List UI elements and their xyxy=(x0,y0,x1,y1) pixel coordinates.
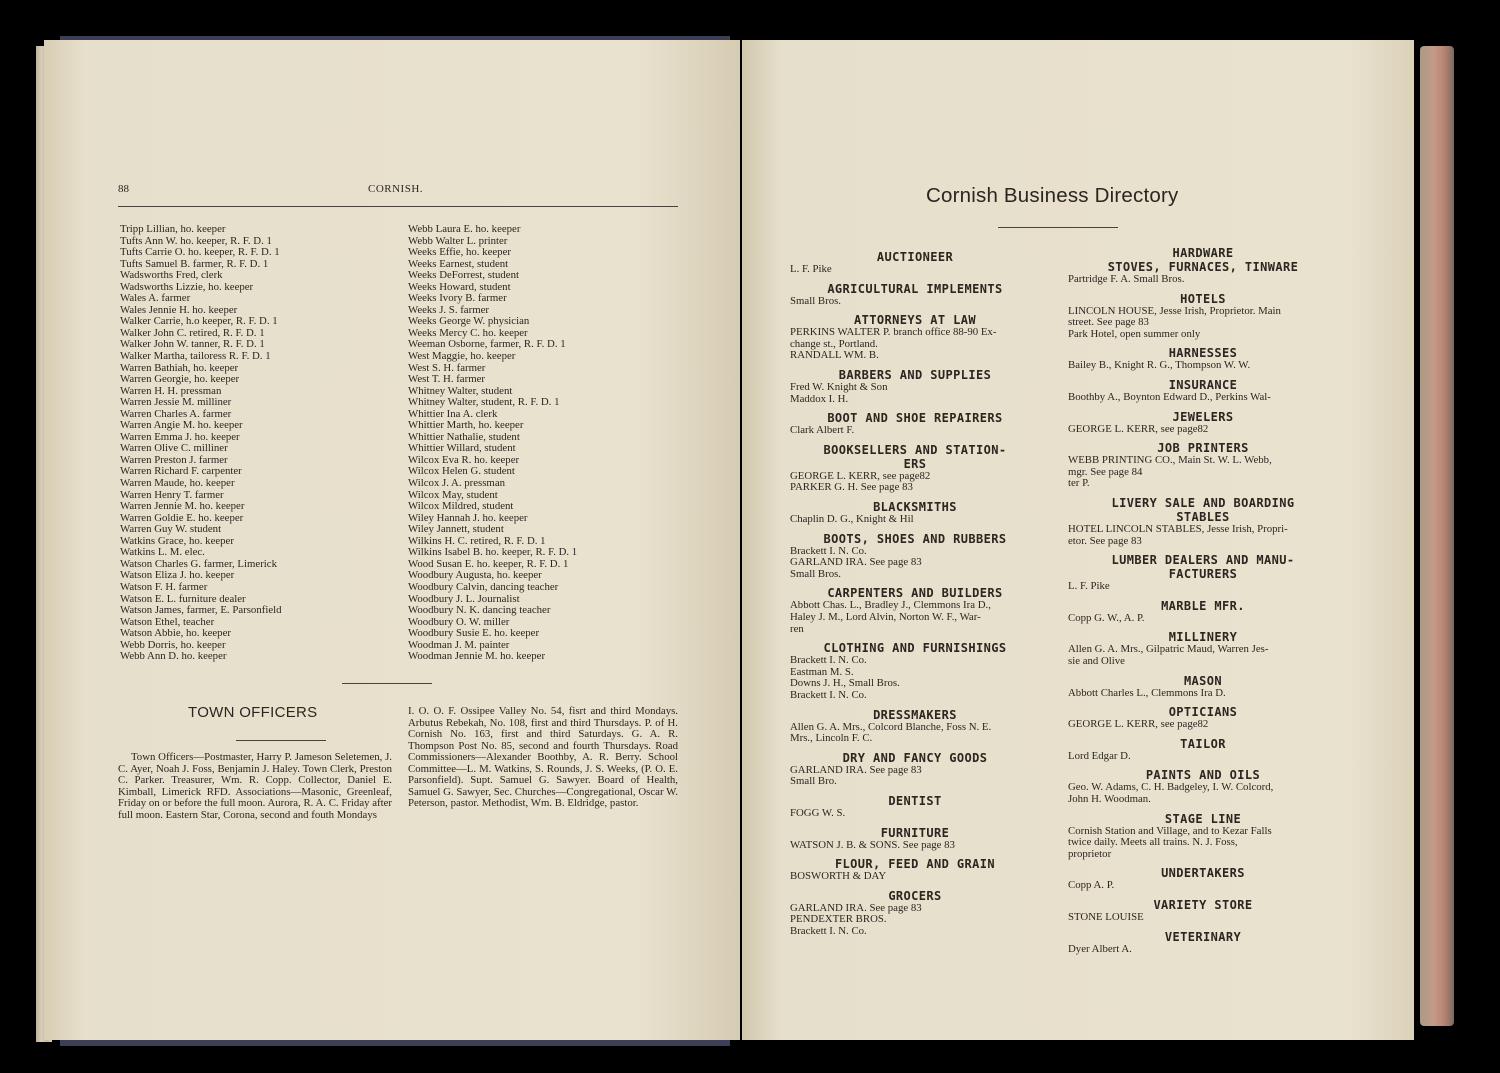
directory-entry: Partridge F. A. Small Bros. xyxy=(1068,273,1185,285)
town-officers-paragraph-1: Town Officers—Postmaster, Harry P. Jameson Seletemen, J. C. Ayer, Noah J. Foss, Benjamin J. Haley. Town Clerk, Preston C. Parker. Treasurer, Wm. R. Copp. Collector, Daniel E. Kimball, Limerick RFD. Associations—Masonic, Greenleaf, Friday on or before the full moon. Aurora, R. A. C. Friday after full moon. Eastern Star, Corona, second and fouth Mondays xyxy=(118,751,392,821)
resident-entry: Whitney Walter, student xyxy=(408,384,513,397)
category-heading: DENTIST xyxy=(888,794,942,808)
category-heading: MARBLE MFR. xyxy=(1161,598,1245,613)
category-heading: STAGE LINE xyxy=(1164,811,1242,826)
directory-entry: Brackett I. N. Co. xyxy=(790,654,867,667)
directory-entry: Copp A. P. xyxy=(1068,879,1115,892)
category-heading: AUCTIONEER xyxy=(876,250,954,264)
resident-entry: Whittier Marth, ho. keeper xyxy=(408,419,524,432)
category-heading: AGRICULTURAL IMPLEMENTS xyxy=(827,281,1003,296)
resident-entry: Walker John W. tanner, R. F. D. 1 xyxy=(120,338,265,351)
directory-entry: Copp G. W., A. P. xyxy=(1068,611,1145,624)
resident-entry: Warren Jessie M. milliner xyxy=(120,396,232,409)
resident-entry: Tufts Samuel B. farmer, R. F. D. 1 xyxy=(120,257,269,270)
directory-entry: Brackett I. N. Co. xyxy=(790,689,867,701)
category-heading: LIVERY SALE AND BOARDING xyxy=(1111,496,1295,510)
directory-entry: GARLAND IRA. See page 83 xyxy=(790,556,922,569)
resident-entry: Watson F. H. farmer xyxy=(120,580,208,593)
resident-entry: Weeman Osborne, farmer, R. F. D. 1 xyxy=(408,338,566,351)
directory-entry: Maddox I. H. xyxy=(790,392,849,405)
resident-entry: Woodbury Susie E. ho. keeper xyxy=(408,627,540,640)
resident-entry: Warren Bathiah, ho. keeper xyxy=(120,361,239,374)
resident-entry: Tripp Lillian, ho. keeper xyxy=(120,223,226,235)
resident-entry: Warren Richard F. carpenter xyxy=(120,465,242,478)
resident-entry: Tufts Ann W. ho. keeper, R. F. D. 1 xyxy=(120,234,272,247)
resident-list-column-1 xyxy=(120,224,400,663)
resident-entry: Warren Maude, ho. keeper xyxy=(120,477,235,490)
page-number: 88 xyxy=(118,183,129,195)
resident-entry: Walker Carrie, h.o keeper, R. F. D. 1 xyxy=(120,315,278,328)
category-heading: BOOT AND SHOE REPAIRERS xyxy=(827,411,1003,426)
resident-entry: Warren Olive C. milliner xyxy=(120,442,228,455)
resident-entry: Warren Henry T. farmer xyxy=(120,488,224,501)
resident-entry: Watkins Grace, ho. keeper xyxy=(120,534,234,547)
directory-entry: Dyer Albert A. xyxy=(1068,942,1132,955)
category-heading: OPTICIANS xyxy=(1168,705,1238,720)
directory-entry: GARLAND IRA. See page 83 xyxy=(790,901,922,914)
resident-entry: Whittier Nathalie, student xyxy=(408,430,520,443)
resident-list-column-2 xyxy=(408,224,678,663)
book-spine-edge xyxy=(1420,46,1454,1026)
directory-entry: sie and Olive xyxy=(1068,655,1125,667)
resident-entry: Wiley Jannett, student xyxy=(408,523,504,536)
directory-entry: L. F. Pike xyxy=(1068,580,1110,593)
category-heading: BARBERS AND SUPPLIES xyxy=(838,368,992,382)
resident-entry: Woodbury N. K. dancing teacher xyxy=(408,604,551,617)
resident-entry: Weeks George W. physician xyxy=(408,315,530,328)
directory-entry: GARLAND IRA. See page 83 xyxy=(790,763,922,776)
directory-entry: Park Hotel, open summer only xyxy=(1068,327,1201,340)
category-heading: LUMBER DEALERS AND MANU- xyxy=(1111,553,1295,568)
resident-entry: Watson Eliza J. ho. keeper xyxy=(120,569,235,582)
resident-entry: Weeks Effie, ho. keeper xyxy=(408,246,511,259)
title-rule xyxy=(998,227,1118,228)
resident-entry: Woodman J. M. painter xyxy=(408,638,510,651)
resident-entry: Watson Abbie, ho. keeper xyxy=(120,627,231,640)
category-heading: FACTURERS xyxy=(1168,567,1238,582)
directory-entry: PERKINS WALTER P. branch office 88-90 Ex- xyxy=(790,326,997,339)
resident-entry: Wadsworths Lizzie, ho. keeper xyxy=(120,280,254,293)
resident-entry: Whitney Walter, student, R. F. D. 1 xyxy=(408,396,560,409)
category-heading: MILLINERY xyxy=(1168,630,1238,645)
category-heading: UNDERTAKERS xyxy=(1161,866,1245,881)
category-heading: STOVES, FURNACES, TINWARE xyxy=(1107,260,1299,274)
category-heading: VARIETY STORE xyxy=(1153,898,1253,912)
resident-entry: Woodman Jennie M. ho. keeper xyxy=(408,650,546,663)
resident-entry: Webb Walter L. printer xyxy=(408,234,508,247)
directory-entry: ren xyxy=(790,622,804,635)
resident-entry: Watson Ethel, teacher xyxy=(120,615,215,628)
resident-entry: Walker Martha, tailoress R. F. D. 1 xyxy=(120,350,271,363)
resident-entry: Wales Jennie H. ho. keeper xyxy=(120,303,238,316)
resident-entry: Woodbury Calvin, dancing teacher xyxy=(408,580,559,593)
category-heading: HARNESSES xyxy=(1168,346,1238,361)
directory-entry: Abbott Chas. L., Bradley J., Clemmons Ira D., xyxy=(790,599,991,612)
directory-entry: Small Bros. xyxy=(790,294,841,307)
category-heading: BLACKSMITHS xyxy=(873,500,957,514)
section-divider xyxy=(342,683,432,684)
resident-entry: Tufts Carrie O. ho. keeper, R. F. D. 1 xyxy=(120,246,280,259)
resident-entry: Wilcox May, student xyxy=(408,488,498,501)
directory-entry: Geo. W. Adams, C. H. Badgeley, I. W. Colcord, xyxy=(1068,781,1274,794)
directory-entry: Bailey B., Knight R. G., Thompson W. W. xyxy=(1068,359,1251,372)
resident-entry: Wiley Hannah J. ho. keeper xyxy=(408,511,528,524)
directory-entry: L. F. Pike xyxy=(790,263,832,275)
category-heading: TAILOR xyxy=(1180,736,1226,751)
directory-entry: twice daily. Meets all trains. N. J. Foss, xyxy=(1068,836,1238,849)
category-heading: PAINTS AND OILS xyxy=(1145,768,1261,783)
category-heading: CARPENTERS AND BUILDERS xyxy=(827,586,1003,601)
category-heading: MASON xyxy=(1183,673,1223,688)
directory-entry: etor. See page 83 xyxy=(1068,534,1142,547)
resident-entry: West T. H. farmer xyxy=(408,373,485,386)
resident-entry: Warren Angie M. ho. keeper xyxy=(120,419,243,432)
header-rule xyxy=(118,206,678,207)
resident-entry: Wilcox Eva R. ho. keeper xyxy=(408,453,520,466)
resident-entry: Webb Dorris, ho. keeper xyxy=(120,638,226,651)
directory-entry: Boothby A., Boynton Edward D., Perkins Wal- xyxy=(1068,391,1271,403)
directory-entry: Fred W. Knight & Son xyxy=(790,381,888,393)
directory-entry: Clark Albert F. xyxy=(790,424,855,437)
directory-entry: Haley J. M., Lord Alvin, Norton W. F., War- xyxy=(790,611,981,623)
resident-entry: Warren Goldie E. ho. keeper xyxy=(120,511,244,524)
directory-entry: FOGG W. S. xyxy=(790,807,846,819)
directory-entry: Eastman M. S. xyxy=(790,665,854,678)
category-heading: JOB PRINTERS xyxy=(1157,441,1249,456)
directory-entry: change st., Portland. xyxy=(790,337,878,350)
category-heading: BOOKSELLERS AND STATION- xyxy=(823,442,1007,457)
resident-entry: Warren Preston J. farmer xyxy=(120,453,228,466)
resident-entry: Wilcox Helen G. student xyxy=(408,465,515,478)
directory-entry: ter P. xyxy=(1068,477,1090,490)
resident-entry: Wood Susan E. ho. keeper, R. F. D. 1 xyxy=(408,557,569,570)
category-heading: ATTORNEYS AT LAW xyxy=(854,313,976,328)
resident-entry: West Maggie, ho. keeper xyxy=(408,350,516,363)
category-heading: FURNITURE xyxy=(880,825,950,840)
directory-entry: mgr. See page 84 xyxy=(1068,465,1143,478)
directory-entry: Downs J. H., Small Bros. xyxy=(790,677,900,690)
directory-entry: GEORGE L. KERR, see page82 xyxy=(790,469,931,482)
resident-entry: Weeks Mercy C. ho. keeper xyxy=(408,326,528,339)
category-heading: VETERINARY xyxy=(1164,929,1242,944)
resident-entry: Warren Charles A. farmer xyxy=(120,407,232,420)
category-heading: CLOTHING AND FURNISHINGS xyxy=(823,641,1007,656)
resident-entry: Watkins L. M. elec. xyxy=(120,546,205,559)
resident-entry: Woodbury Augusta, ho. keeper xyxy=(408,569,542,582)
resident-entry: Wilcox Mildred, student xyxy=(408,500,514,513)
resident-entry: Wadsworths Fred, clerk xyxy=(120,269,223,282)
directory-entry: Abbott Charles L., Clemmons Ira D. xyxy=(1068,686,1226,699)
category-heading: DRESSMAKERS xyxy=(873,707,957,722)
directory-entry: Brackett I. N. Co. xyxy=(790,544,867,557)
category-heading: HOTELS xyxy=(1180,291,1226,306)
directory-entry: PENDEXTER BROS. xyxy=(790,913,887,926)
category-heading: STABLES xyxy=(1176,510,1230,524)
resident-entry: Woodbury O. W. miller xyxy=(408,615,510,628)
category-heading: DRY AND FANCY GOODS xyxy=(842,750,988,765)
directory-entry: LINCOLN HOUSE, Jesse Irish, Proprietor. Main xyxy=(1068,304,1281,317)
resident-entry: Warren Emma J. ho. keeper xyxy=(120,430,240,443)
directory-entry: John H. Woodman. xyxy=(1068,793,1151,805)
category-heading: FLOUR, FEED AND GRAIN xyxy=(834,857,996,872)
resident-entry: Woodbury J. L. Journalist xyxy=(408,592,520,605)
directory-entry: STONE LOUISE xyxy=(1068,911,1144,923)
directory-entry: GEORGE L. KERR, see page82 xyxy=(1068,718,1209,731)
directory-entry: WATSON J. B. & SONS. See page 83 xyxy=(790,838,955,851)
directory-entry: Allen G. A. Mrs., Gilpatric Maud, Warren Jes- xyxy=(1068,643,1269,656)
resident-entry: Wales A. farmer xyxy=(120,292,191,305)
directory-entry: RANDALL WM. B. xyxy=(790,349,879,362)
resident-entry: Watson E. L. furniture dealer xyxy=(120,592,246,605)
directory-entry: Cornish Station and Village, and to Kezar Falls xyxy=(1068,824,1272,837)
category-heading: GROCERS xyxy=(888,888,942,903)
resident-entry: Webb Laura E. ho. keeper xyxy=(408,223,521,235)
resident-entry: Wilkins Isabel B. ho. keeper, R. F. D. 1 xyxy=(408,546,578,559)
resident-entry: Warren H. H. pressman xyxy=(120,384,222,397)
resident-entry: Watson James, farmer, E. Parsonfield xyxy=(120,604,282,617)
directory-entry: Lord Edgar D. xyxy=(1068,749,1131,762)
category-heading: JEWELERS xyxy=(1172,409,1234,424)
directory-title: Cornish Business Directory xyxy=(926,184,1179,207)
category-heading: HARDWARE xyxy=(1172,246,1234,260)
resident-entry: Warren Georgie, ho. keeper xyxy=(120,373,240,386)
running-head-title: CORNISH. xyxy=(368,183,424,195)
resident-entry: Weeks Ivory B. farmer xyxy=(408,292,507,305)
resident-entry: Weeks Earnest, student xyxy=(408,257,509,270)
directory-entry: HOTEL LINCOLN STABLES, Jesse Irish, Propri- xyxy=(1068,523,1288,535)
directory-entry: Small Bro. xyxy=(790,775,837,788)
resident-entry: Warren Guy W. student xyxy=(120,523,222,536)
directory-entry: Chaplin D. G., Knight & Hil xyxy=(790,513,914,525)
category-heading: INSURANCE xyxy=(1168,378,1238,392)
directory-entry: GEORGE L. KERR, see page82 xyxy=(1068,422,1209,435)
directory-entry: Mrs., Lincoln F. C. xyxy=(790,732,873,745)
directory-entry: proprietor xyxy=(1068,847,1112,860)
resident-entry: Whittier Willard, student xyxy=(408,442,516,455)
directory-entry: PARKER G. H. See page 83 xyxy=(790,481,913,494)
resident-entry: Weeks J. S. farmer xyxy=(408,303,489,316)
directory-entry: Small Bros. xyxy=(790,567,841,580)
directory-entry: Brackett I. N. Co. xyxy=(790,925,867,937)
town-officers-title: TOWN OFFICERS xyxy=(188,704,318,721)
directory-entry: BOSWORTH & DAY xyxy=(790,870,887,883)
category-heading: ERS xyxy=(903,456,927,471)
resident-entry: Wilkins H. C. retired, R. F. D. 1 xyxy=(408,534,546,547)
directory-entry: street. See page 83 xyxy=(1068,316,1149,329)
directory-entry: Allen G. A. Mrs., Colcord Blanche, Foss N. E. xyxy=(790,720,992,733)
town-officers-paragraph-2: I. O. O. F. Ossipee Valley No. 54, fisrt and third Mondays. Arbutus Rebekah, No. 108, first and third Thursdays. P. of H. Cornish No. 163, first and third Saturdays. G. A. R. Thompson Post No. 85, second and fourth Thursdays. Road Commissioners—Alexander Boothby, A. R. Berry. School Committee—L. M. Watkins, S. Rounds, J. S. Weeks, (P. O. E. Parsonfield). Supt. Samuel G. Sawyer. Board of Health, Samuel G. Sawyer, Sec. Churches—Congregational, Oscar W. Peterson, pastor. Methodist, Wm. B. Eldridge, pastor. xyxy=(408,705,678,809)
resident-entry: Warren Jennie M. ho. keeper xyxy=(120,500,245,513)
directory-entry: WEBB PRINTING CO., Main St. W. L. Webb, xyxy=(1068,454,1272,467)
resident-entry: Whittier Ina A. clerk xyxy=(408,407,498,420)
resident-entry: Wilcox J. A. pressman xyxy=(408,477,506,490)
resident-entry: West S. H. farmer xyxy=(408,361,486,374)
resident-entry: Watson Charles G. farmer, Limerick xyxy=(120,557,277,570)
category-heading: BOOTS, SHOES AND RUBBERS xyxy=(823,531,1007,546)
town-officers-rule xyxy=(236,740,326,741)
resident-entry: Walker John C. retired, R. F. D. 1 xyxy=(120,326,265,339)
resident-entry: Weeks Howard, student xyxy=(408,280,511,293)
resident-entry: Webb Ann D. ho. keeper xyxy=(120,650,227,663)
resident-entry: Weeks DeForrest, student xyxy=(408,269,519,282)
